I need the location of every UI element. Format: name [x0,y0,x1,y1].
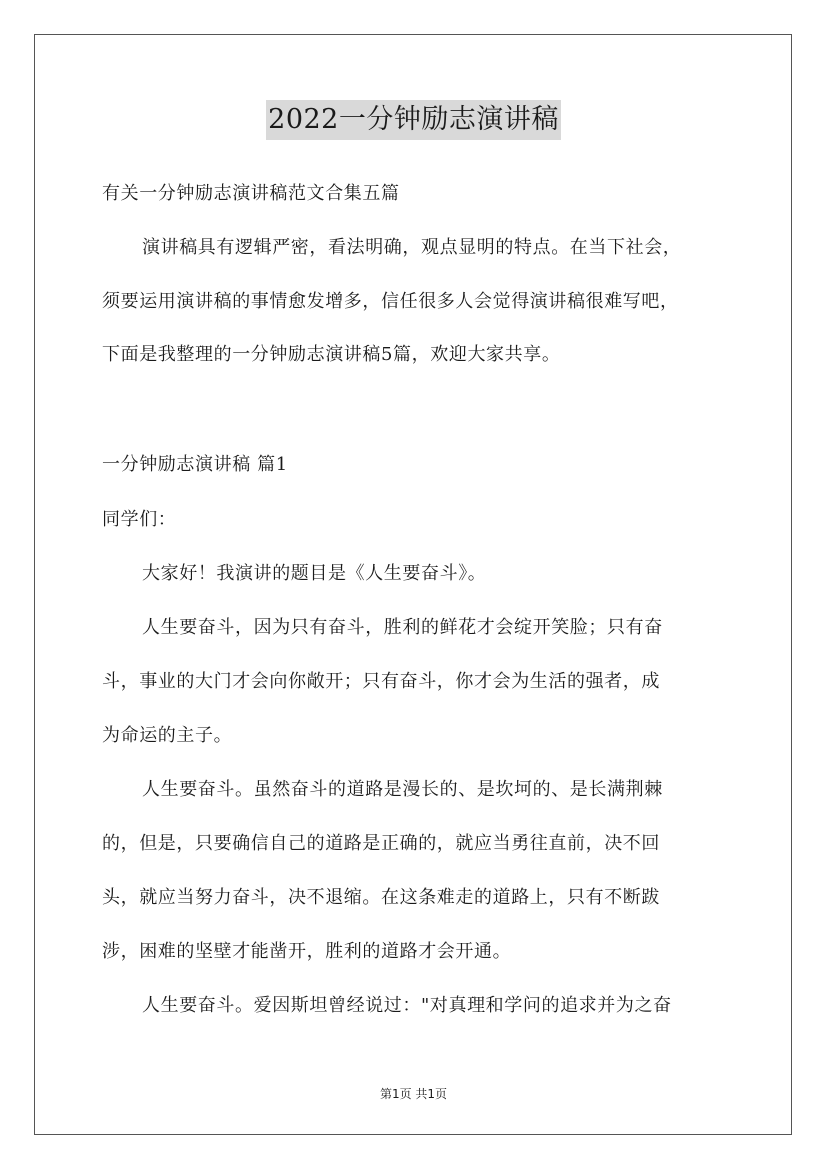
body-line: 头，就应当努力奋斗，决不退缩。在这条难走的道路上，只有不断跋 [102,887,660,908]
salutation: 同学们： [102,509,177,530]
body-line: 人生要奋斗。虽然奋斗的道路是漫长的、是坎坷的、是长满荆棘 [142,779,663,800]
body-line: 的，但是，只要确信自己的道路是正确的，就应当勇往直前，决不回 [102,833,660,854]
title-container [0,100,827,140]
subtitle-line: 有关一分钟励志演讲稿范文合集五篇 [102,183,400,204]
body-line: 为命运的主子。 [102,725,233,746]
intro-line-3: 下面是我整理的一分钟励志演讲稿5篇，欢迎大家共享。 [102,344,561,365]
document-title: 2022一分钟励志演讲稿 [266,100,561,140]
intro-line-1: 演讲稿具有逻辑严密，看法明确，观点显明的特点。在当下社会， [142,237,682,258]
page-footer: 第1页 共1页 [379,1087,448,1101]
body-line: 斗，事业的大门才会向你敞开；只有奋斗，你才会为生活的强者，成 [102,671,660,692]
body-line: 涉，困难的坚壁才能凿开，胜利的道路才会开通。 [102,941,512,962]
body-line: 大家好！我演讲的题目是《人生要奋斗》。 [142,563,487,584]
section-heading: 一分钟励志演讲稿 篇1 [102,454,288,475]
body-line: 人生要奋斗。爱因斯坦曾经说过："对真理和学问的追求并为之奋 [142,995,672,1016]
body-line: 人生要奋斗，因为只有奋斗，胜利的鲜花才会绽开笑脸；只有奋 [142,617,663,638]
intro-line-2: 须要运用演讲稿的事情愈发增多，信任很多人会觉得演讲稿很难写吧， [102,291,679,312]
